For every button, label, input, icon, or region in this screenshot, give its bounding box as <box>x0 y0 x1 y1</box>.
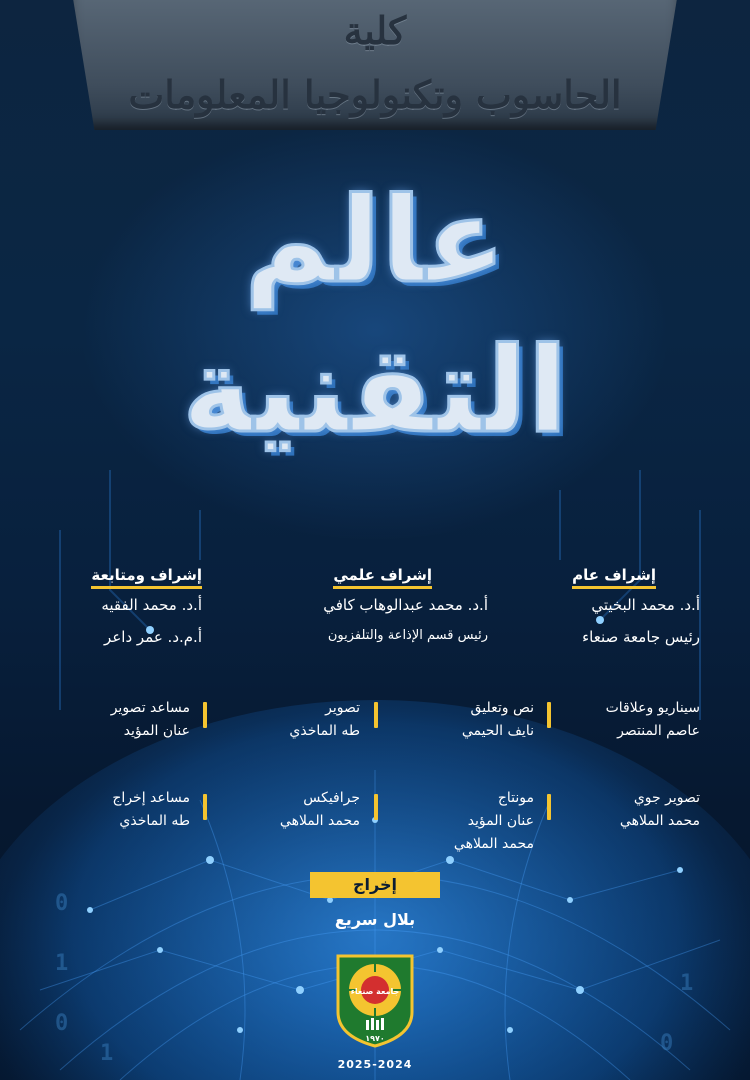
credit-role-graphics: جرافيكس <box>303 790 360 806</box>
divider-bar <box>203 794 207 820</box>
logo-text: جامعة صنعاء <box>350 987 400 996</box>
credit-name-scenario: عاصم المنتصر <box>617 723 700 739</box>
sanaa-university-logo-icon <box>330 950 420 1048</box>
svg-text:1: 1 <box>100 1041 114 1066</box>
credit-role-scenario: سيناريو وعلاقات <box>605 700 700 716</box>
followup-supervisor-name-2: أ.م.د. عمر داعر <box>104 628 202 646</box>
logo-year: ١٩٧٠ <box>365 1034 385 1043</box>
credit-name-editing-1: عنان المؤيد <box>467 813 534 829</box>
general-supervisor-position: رئيس جامعة صنعاء <box>582 628 700 646</box>
credit-name-graphics: محمد الملاهي <box>279 813 360 829</box>
divider-bar <box>374 702 378 728</box>
title-line-2: التقنية <box>182 321 568 459</box>
svg-text:1: 1 <box>680 971 694 996</box>
faculty-label: كلية <box>343 8 407 53</box>
scientific-supervisor-position: رئيس قسم الإذاعة والتلفزيون <box>327 628 488 643</box>
credit-role-photo-assistant: مساعد تصوير <box>110 700 190 716</box>
credit-role-assistant-director: مساعد إخراج <box>112 790 190 806</box>
credit-name-script: نايف الحيمي <box>461 723 534 739</box>
svg-text:1: 1 <box>55 951 69 976</box>
svg-text:0: 0 <box>660 1031 674 1056</box>
credit-role-aerial: تصوير جوي <box>633 790 700 806</box>
director-name: بلال سريع <box>334 910 416 929</box>
title-line-1: عالم <box>244 171 506 309</box>
followup-supervisor-name-1: أ.د. محمد الفقيه <box>101 596 202 614</box>
followup-supervision-heading: إشراف ومتابعة <box>91 566 202 589</box>
credit-name-aerial: محمد الملاهي <box>619 813 700 829</box>
credit-name-editing-2: محمد الملاهي <box>453 836 534 852</box>
credit-role-editing: مونتاج <box>497 790 534 806</box>
credit-role-script: نص وتعليق <box>470 700 534 716</box>
divider-bar <box>547 702 551 728</box>
scientific-supervision-heading: إشراف علمي <box>333 566 432 589</box>
divider-bar <box>203 702 207 728</box>
credit-name-photography: طه الماخذي <box>289 723 360 739</box>
credit-name-photo-assistant: عنان المؤيد <box>123 723 190 739</box>
director-label: إخراج <box>310 872 440 898</box>
academic-years: 2025-2024 <box>337 1058 413 1071</box>
divider-bar <box>374 794 378 820</box>
general-supervision-heading: إشراف عام <box>572 566 656 589</box>
svg-text:0: 0 <box>55 891 69 916</box>
general-supervisor-name: أ.د. محمد البخيتي <box>591 596 700 614</box>
scientific-supervisor-name: أ.د. محمد عبدالوهاب كافي <box>323 596 488 614</box>
credit-role-photography: تصوير <box>325 700 360 716</box>
faculty-name: الحاسوب وتكنولوجيا المعلومات <box>128 72 622 117</box>
svg-text:0: 0 <box>55 1011 69 1036</box>
divider-bar <box>547 794 551 820</box>
credit-name-assistant-director: طه الماخذي <box>119 813 190 829</box>
